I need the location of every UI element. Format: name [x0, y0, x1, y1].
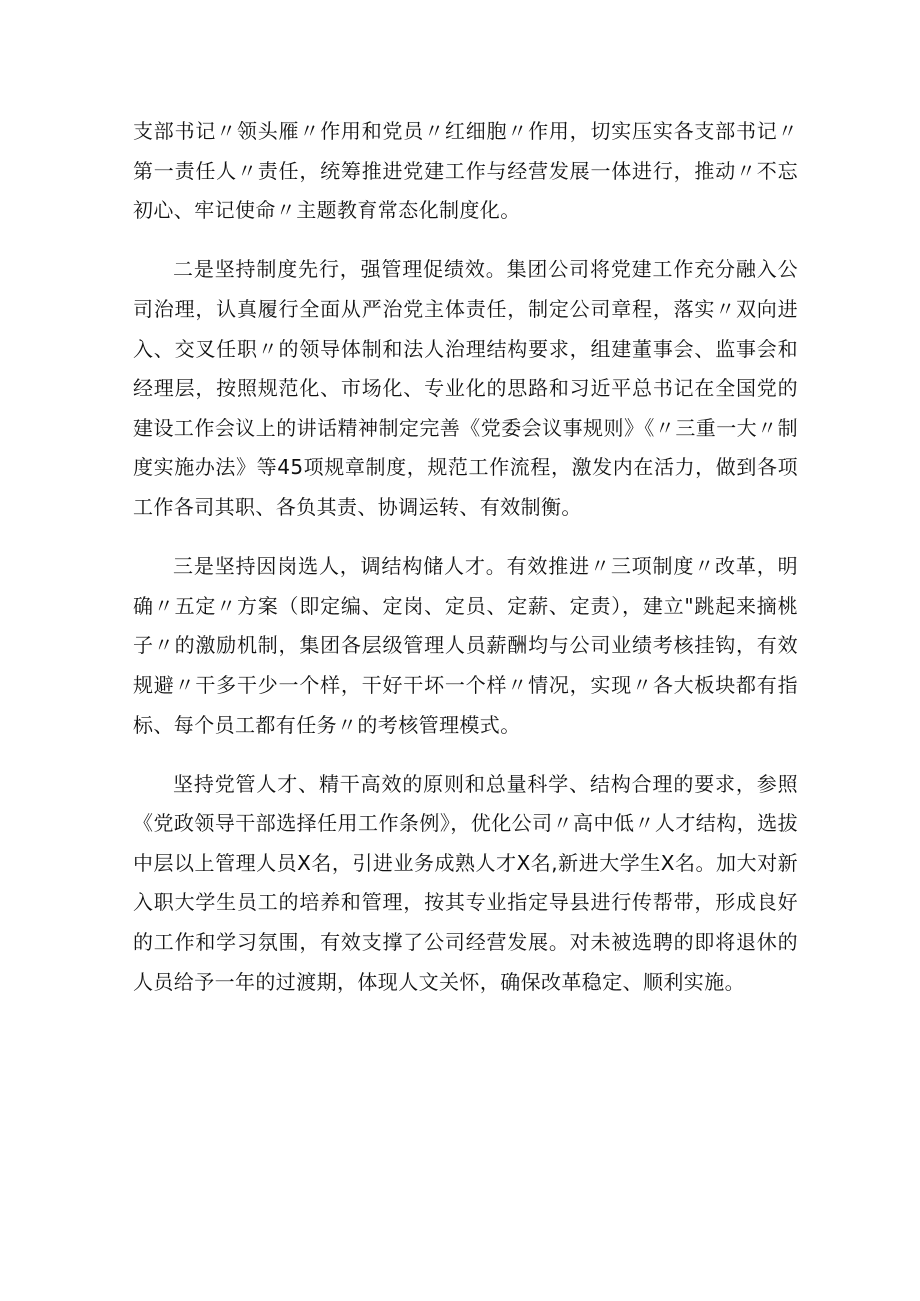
- paragraph-talent-management: 坚持党管人才、精干高效的原则和总量科学、结构合理的要求，参照《党政领导干部选择任用工作条例》，优化公司〃高中低〃人才结构，选拔中层以上管理人员X名，引进业务成熟人才X名,新进大学生X名。加大对新入职大学生员工的培养和管理，按其专业指定导县进行传帮带，形成良好的工作和学习氛围，有效支撑了公司经营发展。对未被选聘的即将退休的人员给予一年的过渡期，体现人文关怀，确保改革稳定、顺利实施。: [133, 771, 798, 994]
- paragraph-continuation: 支部书记〃领头雁〃作用和党员〃红细胞〃作用，切实压实各支部书记〃第一责任人〃责任，统筹推进党建工作与经营发展一体进行，推动〃不忘初心、牢记使命〃主题教育常态化制度化。: [133, 119, 798, 223]
- document-body: [133, 112, 798, 1002]
- paragraph-institution-first: 二是坚持制度先行，强管理促绩效。集团公司将党建工作充分融入公司治理，认真履行全面从严治党主体责任，制定公司章程，落实〃双向进入、交叉任职〃的领导体制和法人治理结构要求，组建董事会、监事会和经理层，按照规范化、市场化、专业化的思路和习近平总书记在全国党的建设工作会议上的讲话精神制定完善《党委会议事规则》《〃三重一大〃制度实施办法》等45项规章制度，规范工作流程，激发内在活力，做到各项工作各司其职、各负其责、协调运转、有效制衡。: [133, 257, 798, 519]
- paragraph-talent-selection: 三是坚持因岗选人，调结构储人才。有效推进〃三项制度〃改革，明确〃五定〃方案（即定编、定岗、定员、定薪、定责），建立"跳起来摘桃子〃的激励机制，集团各层级管理人员薪酬均与公司业绩考核挂钩，有效规避〃干多干少一个样，干好干坏一个样〃情况，实现〃各大板块都有指标、每个员工都有任务〃的考核管理模式。: [133, 554, 798, 737]
